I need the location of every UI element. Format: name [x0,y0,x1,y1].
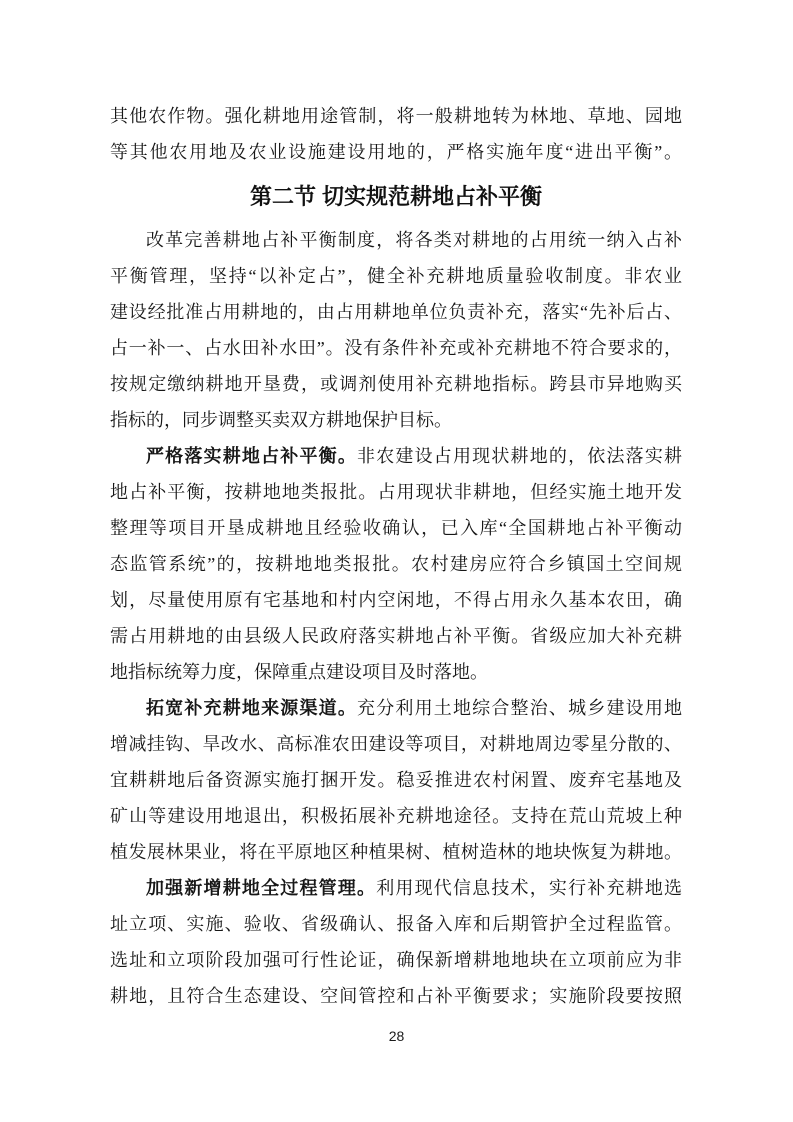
paragraph-line-text: 非农建设占用现状耕地的，依法落实耕 [357,446,682,466]
paragraph-line: 需占用耕地的由县级人民政府落实耕地占补平衡。省级应加大补充耕 [110,626,682,646]
paragraph-line: 地占补平衡，按耕地地类报批。占用现状非耕地，但经实施土地开发 [110,482,682,502]
paragraph-line [110,870,682,906]
paragraph-line: 增减挂钩、旱改水、高标准农田建设等项目，对耕地周边零星分散的、 [110,734,682,754]
paragraph-line: 按规定缴纳耕地开垦费，或调剂使用补充耕地指标。跨县市异地购买 [110,374,682,394]
paragraph-line [110,690,682,726]
paragraph-line: 改革完善耕地占补平衡制度，将各类对耕地的占用统一纳入占补 [146,230,682,250]
paragraph-line-text: 充分利用土地综合整治、城乡建设用地 [357,698,682,718]
paragraph-line: 其他农作物。强化耕地用途管制，将一般耕地转为林地、草地、园地 [110,106,682,126]
paragraph-line: 耕地，且符合生态建设、空间管控和占补平衡要求；实施阶段要按照 [110,986,682,1006]
paragraph-line: 态监管系统”的，按耕地地类报批。农村建房应符合乡镇国土空间规 [110,554,682,574]
paragraph-line: 指标的，同步调整买卖双方耕地保护目标。 [110,410,452,430]
paragraph-line: 建设经批准占用耕地的，由占用耕地单位负责补充，落实“先补后占、 [110,302,682,322]
paragraph-line: 地指标统筹力度，保障重点建设项目及时落地。 [110,662,488,682]
paragraph-line: 植发展林果业，将在平原地区种植果树、植树造林的地块恢复为耕地。 [110,842,682,862]
paragraph-line: 占一补一、占水田补水田”。没有条件补充或补充耕地不符合要求的， [110,338,682,358]
bold-lead: 拓宽补充耕地来源渠道。 [146,698,358,718]
paragraph-line: 划，尽量使用原有宅基地和村内空闲地，不得占用永久基本农田，确 [110,590,682,610]
paragraph-line: 选址和立项阶段加强可行性论证，确保新增耕地地块在立项前应为非 [110,950,682,970]
paragraph-line: 整理等项目开垦成耕地且经验收确认，已入库“全国耕地占补平衡动 [110,518,682,538]
paragraph-line-text: 利用现代信息技术，实行补充耕地选 [376,878,682,898]
bold-lead: 严格落实耕地占补平衡。 [146,446,358,466]
paragraph-line: 矿山等建设用地退出，积极拓展补充耕地途径。支持在荒山荒坡上种 [110,806,682,826]
paragraph-line [110,438,682,474]
paragraph-line: 宜耕耕地后备资源实施打捆开发。稳妥推进农村闲置、废弃宅基地及 [110,770,682,790]
paragraph-line: 等其他农用地及农业设施建设用地的，严格实施年度“进出平衡”。 [110,142,682,162]
paragraph-line: 平衡管理，坚持“以补定占”，健全补充耕地质量验收制度。非农业 [110,266,682,286]
bold-lead: 加强新增耕地全过程管理。 [146,878,377,898]
paragraph-line: 址立项、实施、验收、省级确认、报备入库和后期管护全过程监管。 [110,914,682,934]
text-body [110,98,682,1014]
section-heading: 第二节 切实规范耕地占补平衡 [249,184,543,209]
page-number: 28 [388,1028,405,1044]
